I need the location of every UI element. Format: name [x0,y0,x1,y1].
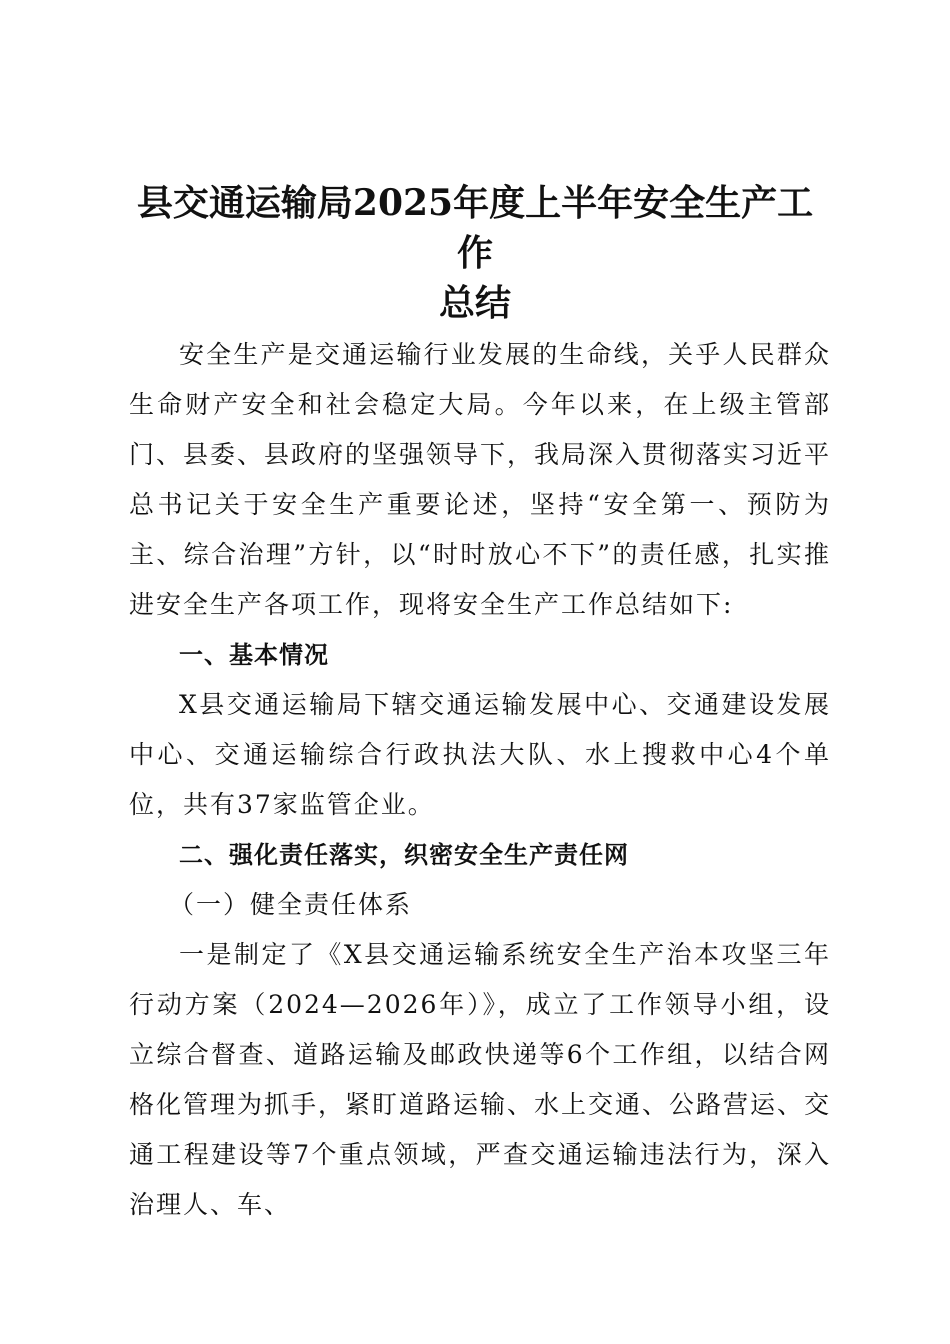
section-2-subheading-1: （一）健全责任体系 [169,890,413,919]
title-line-1: 县交通运输局2025年度上半年安全生产工作 [136,182,814,274]
section-2-heading: 二、强化责任落实，织密安全生产责任网 [179,841,629,869]
title-line-2: 总结 [438,282,511,324]
document-body [129,330,831,1230]
section-1-heading: 一、基本情况 [179,641,329,669]
section-2-paragraph-1: 一是制定了《X县交通运输系统安全生产治本攻坚三年行动方案（2024—2026年）》，成立了工作领导小组，设立综合督查、道路运输及邮政快递等6个工作组，以结合网格化管理为抓手，紧盯道路运输、水上交通、公路营运、交通工程建设等7个重点领域，严查交通运输违法行为，深入治理人、车、 [129,940,832,1219]
section-1-paragraph: X县交通运输局下辖交通运输发展中心、交通建设发展中心、交通运输综合行政执法大队、水上搜救中心4个单位，共有37家监管企业。 [129,690,831,819]
document-title [120,178,830,328]
intro-paragraph: 安全生产是交通运输行业发展的生命线，关乎人民群众生命财产安全和社会稳定大局。今年以来，在上级主管部门、县委、县政府的坚强领导下，我局深入贯彻落实习近平总书记关于安全生产重要论述，坚持“安全第一、预防为主、综合治理”方针，以“时时放心不下”的责任感，扎实推进安全生产各项工作，现将安全生产工作总结如下: [129,340,832,619]
